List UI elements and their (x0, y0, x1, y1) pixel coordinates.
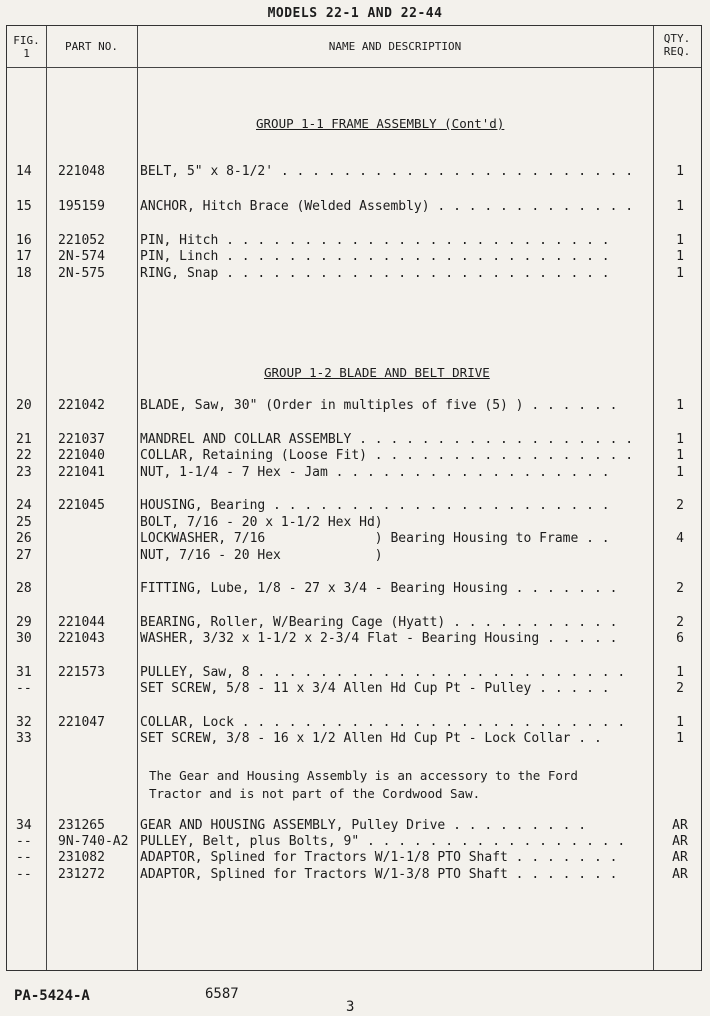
fig-cell: 34 (16, 818, 32, 833)
fig-cell: 31 (16, 665, 32, 680)
qty-cell: 6 (676, 631, 684, 646)
table-row (6, 498, 700, 514)
part-no-cell: 2N-574 (58, 249, 105, 264)
description-cell: SET SCREW, 5/8 - 11 x 3/4 Allen Hd Cup Pt - Pulley . . . . . (140, 681, 610, 696)
description-cell: BOLT, 7/16 - 20 x 1-1/2 Hex Hd) (140, 515, 383, 530)
qty-cell: 1 (676, 249, 684, 264)
fig-cell: 22 (16, 448, 32, 463)
description-cell: COLLAR, Lock . . . . . . . . . . . . . . . . . . . . . . . . . (140, 715, 626, 730)
fig-cell: 17 (16, 249, 32, 264)
qty-cell: 4 (676, 531, 684, 546)
fig-cell: 21 (16, 432, 32, 447)
table-row (6, 432, 700, 448)
fig-cell: 18 (16, 266, 32, 281)
description-cell: PULLEY, Saw, 8 . . . . . . . . . . . . . . . . . . . . . . . . (140, 665, 626, 680)
fig-cell: -- (16, 850, 32, 865)
part-no-cell: 9N-740-A2 (58, 834, 129, 849)
part-no-cell: 221042 (58, 398, 105, 413)
table-row (6, 665, 700, 681)
qty-cell: 2 (676, 681, 684, 696)
qty-cell: 1 (676, 448, 684, 463)
fig-cell: 14 (16, 164, 32, 179)
description-cell: ADAPTOR, Splined for Tractors W/1-1/8 PTO Shaft . . . . . . . (140, 850, 618, 865)
fig-cell: 16 (16, 233, 32, 248)
table-row (6, 531, 700, 547)
fig-cell: 27 (16, 548, 32, 563)
document-code: 6587 (205, 986, 239, 1002)
qty-cell: AR (672, 834, 688, 849)
description-cell: SET SCREW, 3/8 - 16 x 1/2 Allen Hd Cup Pt - Lock Collar . . (140, 731, 602, 746)
table-row (6, 818, 700, 834)
qty-cell: 1 (676, 715, 684, 730)
table-row (6, 398, 700, 414)
qty-cell: AR (672, 867, 688, 882)
description-cell: PULLEY, Belt, plus Bolts, 9" . . . . . . . . . . . . . . . . . (140, 834, 626, 849)
part-no-cell: 221041 (58, 465, 105, 480)
table-row (6, 834, 700, 850)
part-no-cell: 221044 (58, 615, 105, 630)
description-cell: RING, Snap . . . . . . . . . . . . . . . . . . . . . . . . . (140, 266, 618, 281)
table-row (6, 249, 700, 265)
description-cell: MANDREL AND COLLAR ASSEMBLY . . . . . . . . . . . . . . . . . . (140, 432, 634, 447)
fig-cell: 29 (16, 615, 32, 630)
fig-cell: 30 (16, 631, 32, 646)
part-no-cell: 221047 (58, 715, 105, 730)
qty-cell: 1 (676, 233, 684, 248)
fig-cell: 23 (16, 465, 32, 480)
qty-cell: 1 (676, 465, 684, 480)
fig-cell: 33 (16, 731, 32, 746)
qty-cell: 1 (676, 398, 684, 413)
table-row (6, 199, 700, 215)
header-qty-req: QTY. REQ. (663, 32, 691, 58)
part-no-cell: 231272 (58, 867, 105, 882)
group-heading: GROUP 1-1 FRAME ASSEMBLY (Cont'd) (256, 116, 505, 131)
qty-cell: 1 (676, 164, 684, 179)
qty-cell: AR (672, 818, 688, 833)
fig-cell: -- (16, 834, 32, 849)
description-cell: NUT, 7/16 - 20 Hex ) (140, 548, 383, 563)
table-row (6, 581, 700, 597)
table-row (6, 164, 700, 180)
part-no-cell: 231082 (58, 850, 105, 865)
table-row (6, 515, 700, 531)
table-row (6, 715, 700, 731)
group-heading: GROUP 1-2 BLADE AND BELT DRIVE (264, 365, 490, 380)
fig-cell: 20 (16, 398, 32, 413)
part-no-cell: 221045 (58, 498, 105, 513)
table-row (6, 233, 700, 249)
fig-cell: -- (16, 867, 32, 882)
table-row (6, 548, 700, 564)
description-cell: BEARING, Roller, W/Bearing Cage (Hyatt) . . . . . . . . . . . (140, 615, 618, 630)
header-fig: FIG. 1 (13, 34, 40, 60)
table-row (6, 465, 700, 481)
part-no-cell: 221048 (58, 164, 105, 179)
description-cell: ANCHOR, Hitch Brace (Welded Assembly) . . . . . . . . . . . . . (140, 199, 634, 214)
qty-cell: 1 (676, 665, 684, 680)
fig-cell: 15 (16, 199, 32, 214)
page-title: MODELS 22-1 AND 22-44 (267, 6, 443, 21)
description-cell: BLADE, Saw, 30" (Order in multiples of five (5) ) . . . . . . (140, 398, 618, 413)
table-row (6, 448, 700, 464)
qty-cell: 2 (676, 615, 684, 630)
description-cell: PIN, Linch . . . . . . . . . . . . . . . . . . . . . . . . . (140, 249, 618, 264)
header-name-description: NAME AND DESCRIPTION (328, 40, 462, 53)
fig-cell: 26 (16, 531, 32, 546)
qty-cell: 1 (676, 432, 684, 447)
description-cell: LOCKWASHER, 7/16 ) Bearing Housing to Frame . . (140, 531, 610, 546)
description-cell: GEAR AND HOUSING ASSEMBLY, Pulley Drive . . . . . . . . . (140, 818, 587, 833)
qty-cell: 1 (676, 199, 684, 214)
accessory-note: The Gear and Housing Assembly is an accessory to the Ford Tractor and is not part of the Cordwood Saw. (149, 768, 578, 801)
qty-cell: 2 (676, 581, 684, 596)
fig-cell: -- (16, 681, 32, 696)
part-no-cell: 221573 (58, 665, 105, 680)
part-no-cell: 221037 (58, 432, 105, 447)
table-row (6, 681, 700, 697)
table-row (6, 615, 700, 631)
fig-cell: 32 (16, 715, 32, 730)
qty-cell: 2 (676, 498, 684, 513)
part-no-cell: 195159 (58, 199, 105, 214)
part-no-cell: 221043 (58, 631, 105, 646)
table-row (6, 867, 700, 883)
part-no-cell: 221040 (58, 448, 105, 463)
description-cell: WASHER, 3/32 x 1-1/2 x 2-3/4 Flat - Bearing Housing . . . . . (140, 631, 618, 646)
qty-cell: 1 (676, 266, 684, 281)
table-row (6, 266, 700, 282)
part-no-cell: 2N-575 (58, 266, 105, 281)
description-cell: PIN, Hitch . . . . . . . . . . . . . . . . . . . . . . . . . (140, 233, 618, 248)
description-cell: NUT, 1-1/4 - 7 Hex - Jam . . . . . . . . . . . . . . . . . . (140, 465, 618, 480)
description-cell: BELT, 5" x 8-1/2' . . . . . . . . . . . . . . . . . . . . . . . (140, 164, 634, 179)
fig-cell: 28 (16, 581, 32, 596)
description-cell: COLLAR, Retaining (Loose Fit) . . . . . . . . . . . . . . . . . (140, 448, 634, 463)
description-cell: HOUSING, Bearing . . . . . . . . . . . . . . . . . . . . . . (140, 498, 618, 513)
fig-cell: 24 (16, 498, 32, 513)
header-part-no: PART NO. (65, 40, 118, 53)
description-cell: FITTING, Lube, 1/8 - 27 x 3/4 - Bearing Housing . . . . . . . (140, 581, 618, 596)
document-id: PA-5424-A (14, 988, 90, 1004)
page-number: 3 (346, 999, 355, 1015)
table-row (6, 631, 700, 647)
description-cell: ADAPTOR, Splined for Tractors W/1-3/8 PTO Shaft . . . . . . . (140, 867, 618, 882)
fig-cell: 25 (16, 515, 32, 530)
part-no-cell: 231265 (58, 818, 105, 833)
header-divider (7, 67, 701, 68)
part-no-cell: 221052 (58, 233, 105, 248)
qty-cell: AR (672, 850, 688, 865)
qty-cell: 1 (676, 731, 684, 746)
table-row (6, 850, 700, 866)
table-row (6, 731, 700, 747)
